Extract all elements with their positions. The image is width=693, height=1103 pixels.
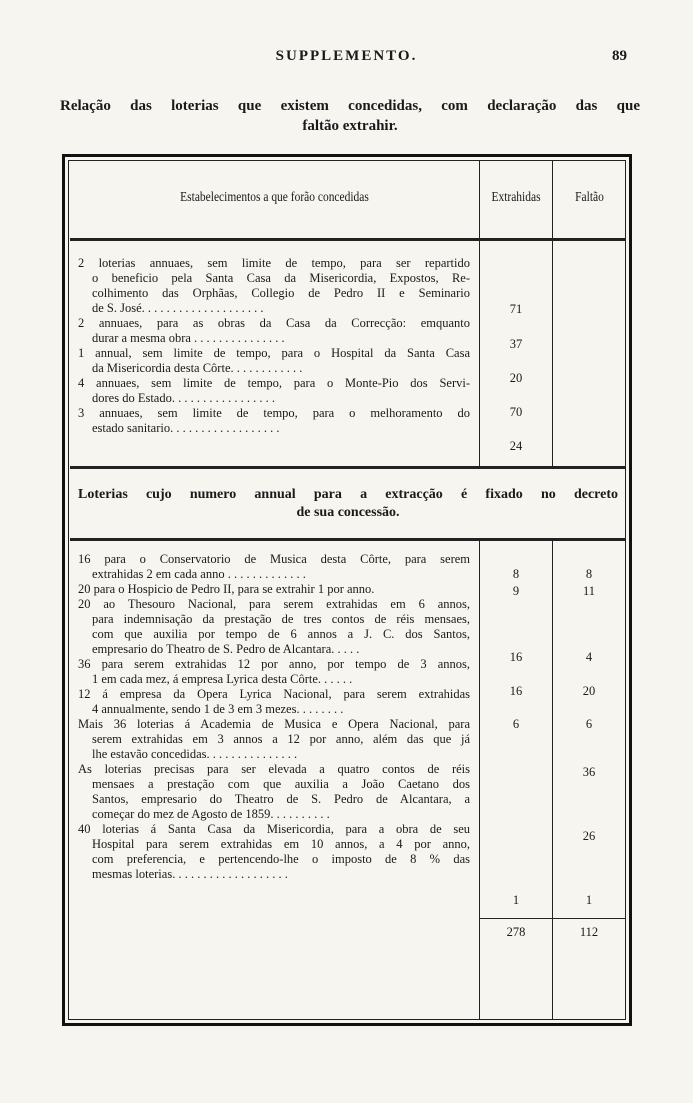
entry-line: estado sanitario. . . . . . . . . . . . . . . . . . [92, 421, 280, 435]
total-remaining: 112 [579, 925, 599, 939]
entry-line: dores do Estado. . . . . . . . . . . . . . . . . [92, 391, 275, 405]
extracted-value: 70 [509, 405, 523, 419]
totals-rule [480, 918, 626, 919]
column-divider-2b [552, 540, 553, 1020]
extracted-value: 16 [509, 684, 523, 698]
remaining-value: 20 [582, 684, 596, 698]
running-title: SUPPLEMENTO. [275, 48, 418, 64]
entry-line: 16 para o Conservatorio de Musica desta Côrte, para serem [78, 552, 470, 566]
remaining-value: 26 [582, 829, 596, 843]
section2-heading-rule [70, 538, 626, 541]
extracted-value: 6 [512, 717, 520, 731]
column-divider-1b [479, 540, 480, 1020]
table-row-entry [78, 687, 470, 717]
extracted-value: 24 [509, 439, 523, 453]
remaining-value: 36 [582, 765, 596, 779]
table-row-entry [78, 256, 470, 316]
entry-line: 3 annuaes, sem limite de tempo, para o melhoramento do [78, 406, 470, 420]
entry-line: com preferencia, e pertencendo-lhe o imposto de 8 % das [92, 852, 470, 866]
entry-line: 2 loterias annuaes, sem limite de tempo, para ser repartido [78, 256, 470, 270]
remaining-value: 6 [585, 717, 593, 731]
section2-entries [78, 552, 470, 882]
entry-line: 1 annual, sem limite de tempo, para o Hospital da Santa Casa [78, 346, 470, 360]
table-row-entry [78, 346, 470, 376]
section1-list [78, 256, 470, 436]
entry-line: da Misericordia desta Côrte. . . . . . . . . . . . [92, 361, 303, 375]
entry-line: 20 para o Hospicio de Pedro II, para se extrahir 1 por anno. [78, 582, 375, 596]
entry-line: o beneficio pela Santa Casa da Misericordia, Expostos, Re- [92, 271, 470, 285]
entry-line: extrahidas 2 em cada anno . . . . . . . . . . . . . [92, 567, 306, 581]
entry-line: de S. José. . . . . . . . . . . . . . . . . . . . [92, 301, 264, 315]
table-row-entry [78, 316, 470, 346]
column-divider-2a [552, 160, 553, 467]
entry-line: Santos, empresario do Theatro de S. Pedro de Alcantara, a [92, 792, 470, 806]
entry-line: durar a mesma obra . . . . . . . . . . . . . . . [92, 331, 285, 345]
entry-line: 4 annuaes, sem limite de tempo, para o Monte-Pio dos Servi- [78, 376, 470, 390]
entry-line: 1 em cada mez, á empresa Lyrica desta Côrte. . . . . . [92, 672, 353, 686]
entry-line: Hospital para serem extrahidas em 10 annos, a 4 por anno, [92, 837, 470, 851]
section2-heading [70, 486, 626, 522]
entry-line: lhe estavão concedidas. . . . . . . . . . . . . . . [92, 747, 298, 761]
extracted-value: 20 [509, 371, 523, 385]
remaining-value: 1 [585, 893, 593, 907]
entry-line: 2 annuaes, para as obras da Casa da Correcção: emquanto [78, 316, 470, 330]
section2-top-rule [70, 466, 626, 469]
column-header-remaining: Faltão [575, 190, 604, 205]
table-row-entry [78, 376, 470, 406]
table-row-entry [78, 597, 470, 657]
entry-line: colhimento das Orphãas, Collegio de Pedro II e Seminario [92, 286, 470, 300]
column-header-establishments: Estabelecimentos a que forão concedidas [180, 190, 369, 205]
entry-line: 36 para serem extrahidas 12 por anno, por tempo de 3 annos, [78, 657, 470, 671]
section2-list [78, 552, 470, 882]
section2-heading-line-2: de sua concessão. [296, 505, 400, 520]
total-extracted: 278 [506, 925, 526, 939]
column-divider-1a [479, 160, 480, 467]
table-row-entry [78, 762, 470, 822]
entry-line: 40 loterias á Santa Casa da Misericordia, para a obra de seu [78, 822, 470, 836]
page-title [60, 96, 640, 136]
entry-line: mesmas loterias. . . . . . . . . . . . . . . . . . . [92, 867, 288, 881]
table-row-entry [78, 822, 470, 882]
extracted-value: 71 [509, 302, 523, 316]
page-number: 89 [612, 48, 627, 64]
table-row-entry [78, 717, 470, 762]
header-rule [70, 238, 626, 241]
extracted-value: 8 [512, 567, 520, 581]
entry-line: 4 annualmente, sendo 1 de 3 em 3 mezes. . . . . . . . [92, 702, 344, 716]
section2-heading-line-1: Loterias cujo numero annual para a extracção é fixado no decreto [78, 487, 618, 502]
table-row-entry [78, 657, 470, 687]
extracted-value: 9 [512, 584, 520, 598]
entry-line: 12 á empresa da Opera Lyrica Nacional, para serem extrahidas [78, 687, 470, 701]
entry-line: serem extrahidas em 3 annos a 12 por anno, além das que já [92, 732, 470, 746]
table-row-entry [78, 582, 470, 597]
title-line-2: faltão extrahir. [302, 118, 398, 134]
extracted-value: 37 [509, 337, 523, 351]
table-row-entry [78, 552, 470, 582]
remaining-value: 11 [582, 584, 596, 598]
remaining-value: 4 [585, 650, 593, 664]
remaining-value: 8 [585, 567, 593, 581]
entry-line: começar do mez de Agosto de 1859. . . . . . . . . . [92, 807, 330, 821]
extracted-value: 1 [512, 893, 520, 907]
entry-line: para indemnisação da prestação de tres contos de réis mensaes, [92, 612, 470, 626]
entry-line: mensaes a prestação com que auxilia a João Caetano dos [92, 777, 470, 791]
entry-line: Mais 36 loterias á Academia de Musica e Opera Nacional, para [78, 717, 470, 731]
table-row-entry [78, 406, 470, 436]
entry-line: As loterias precisas para ser elevada a quatro contos de réis [78, 762, 470, 776]
entry-line: empresario do Theatro de S. Pedro de Alcantara. . . . . [92, 642, 360, 656]
column-header-extracted: Extrahidas [491, 190, 541, 205]
title-line-1: Relação das loterias que existem concedidas, com declaração das que [60, 98, 640, 114]
extracted-value: 16 [509, 650, 523, 664]
entry-line: com que auxilia por tempo de 6 annos a J. C. dos Santos, [92, 627, 470, 641]
entry-line: 20 ao Thesouro Nacional, para serem extrahidas em 6 annos, [78, 597, 470, 611]
section1-entries [78, 256, 470, 436]
